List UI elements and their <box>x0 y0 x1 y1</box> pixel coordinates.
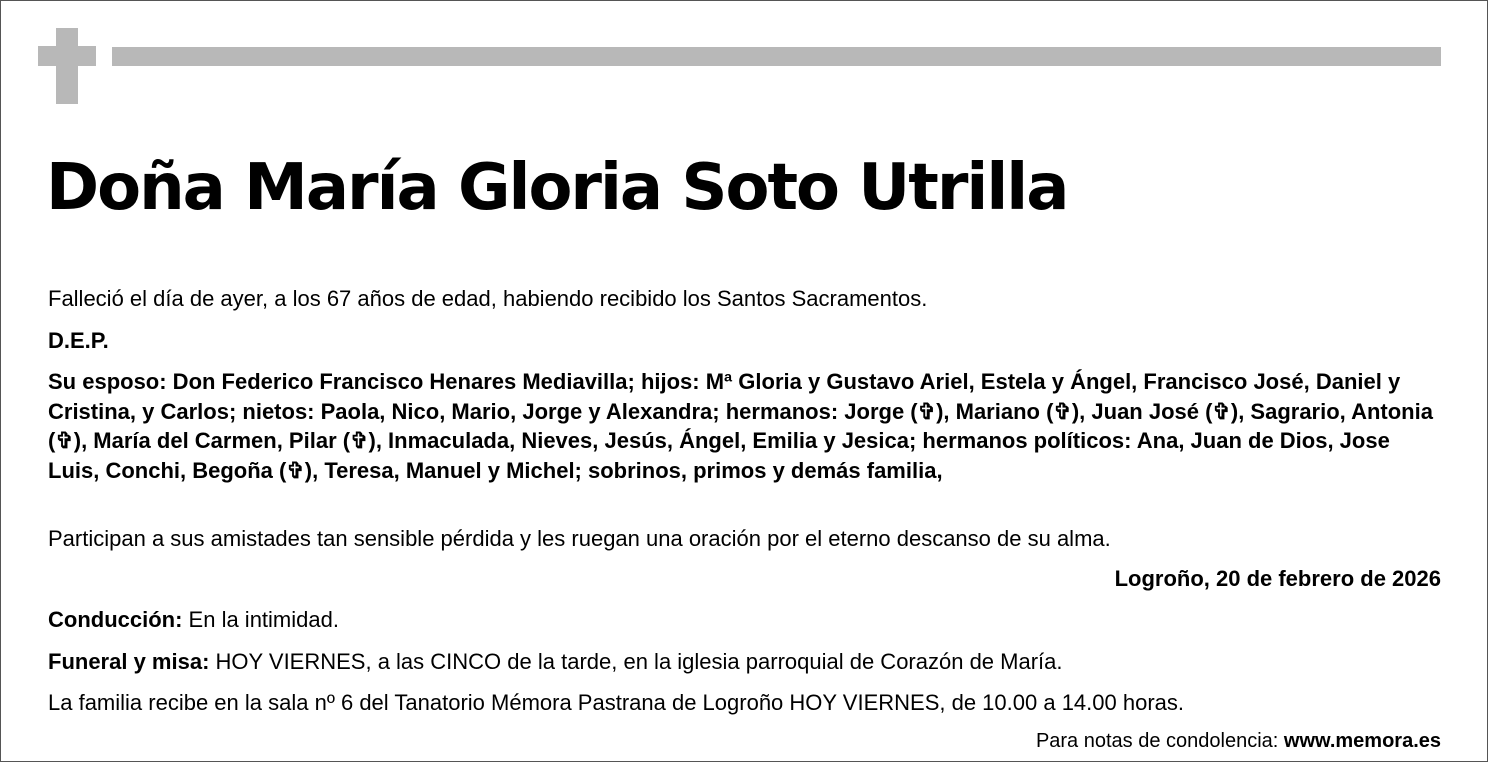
funeral-value: HOY VIERNES, a las CINCO de la tarde, en la iglesia parroquial de Corazón de María. <box>209 649 1063 674</box>
funeral-label: Funeral y misa: <box>48 649 210 674</box>
place-date: Logroño, 20 de febrero de 2026 <box>1114 566 1441 591</box>
conduccion-line <box>48 605 339 635</box>
dep-text: D.E.P. <box>48 328 109 353</box>
participation-text: Participan a sus amistades tan sensible pérdida y les ruegan una oración por el eterno descanso de su alma. <box>48 526 1111 551</box>
cross-horizontal-bar <box>38 46 96 66</box>
conduccion-label: Conducción: <box>48 607 183 632</box>
conduccion-value: En la intimidad. <box>182 607 339 632</box>
funeral-line <box>48 647 1063 677</box>
condolences-line <box>1036 726 1441 756</box>
family-list: Su esposo: Don Federico Francisco Henares Mediavilla; hijos: Mª Gloria y Gustavo Ariel, Estela y Ángel, Francisco José, Daniel y Cristina, y Carlos; nietos: Paola, Nico, Mario, Jorge y Alexandra; hermanos: Jorge (✞), Mariano (✞), Juan José (✞), Sagrario, Antonia (✞), María del Carmen, Pilar (✞), Inmaculada, Nieves, Jesús, Ángel, Emilia y Jesica; hermanos políticos: Ana, Juan de Dios, Jose Luis, Conchi, Begoña (✞), Teresa, Manuel y Michel; sobrinos, primos y demás familia, <box>48 369 1433 483</box>
deceased-name: Doña María Gloria Soto Utrilla <box>46 151 1068 225</box>
cross-vertical-bar <box>56 28 78 104</box>
intro-text: Falleció el día de ayer, a los 67 años de edad, habiendo recibido los Santos Sacramentos. <box>48 286 928 311</box>
header-rule <box>112 47 1441 66</box>
condolences-label: Para notas de condolencia: <box>1035 730 1284 752</box>
condolences-link[interactable]: www.memora.es <box>1283 730 1441 752</box>
wake-text: La familia recibe en la sala nº 6 del Tanatorio Mémora Pastrana de Logroño HOY VIERNES, de 10.00 a 14.00 horas. <box>48 690 1185 715</box>
